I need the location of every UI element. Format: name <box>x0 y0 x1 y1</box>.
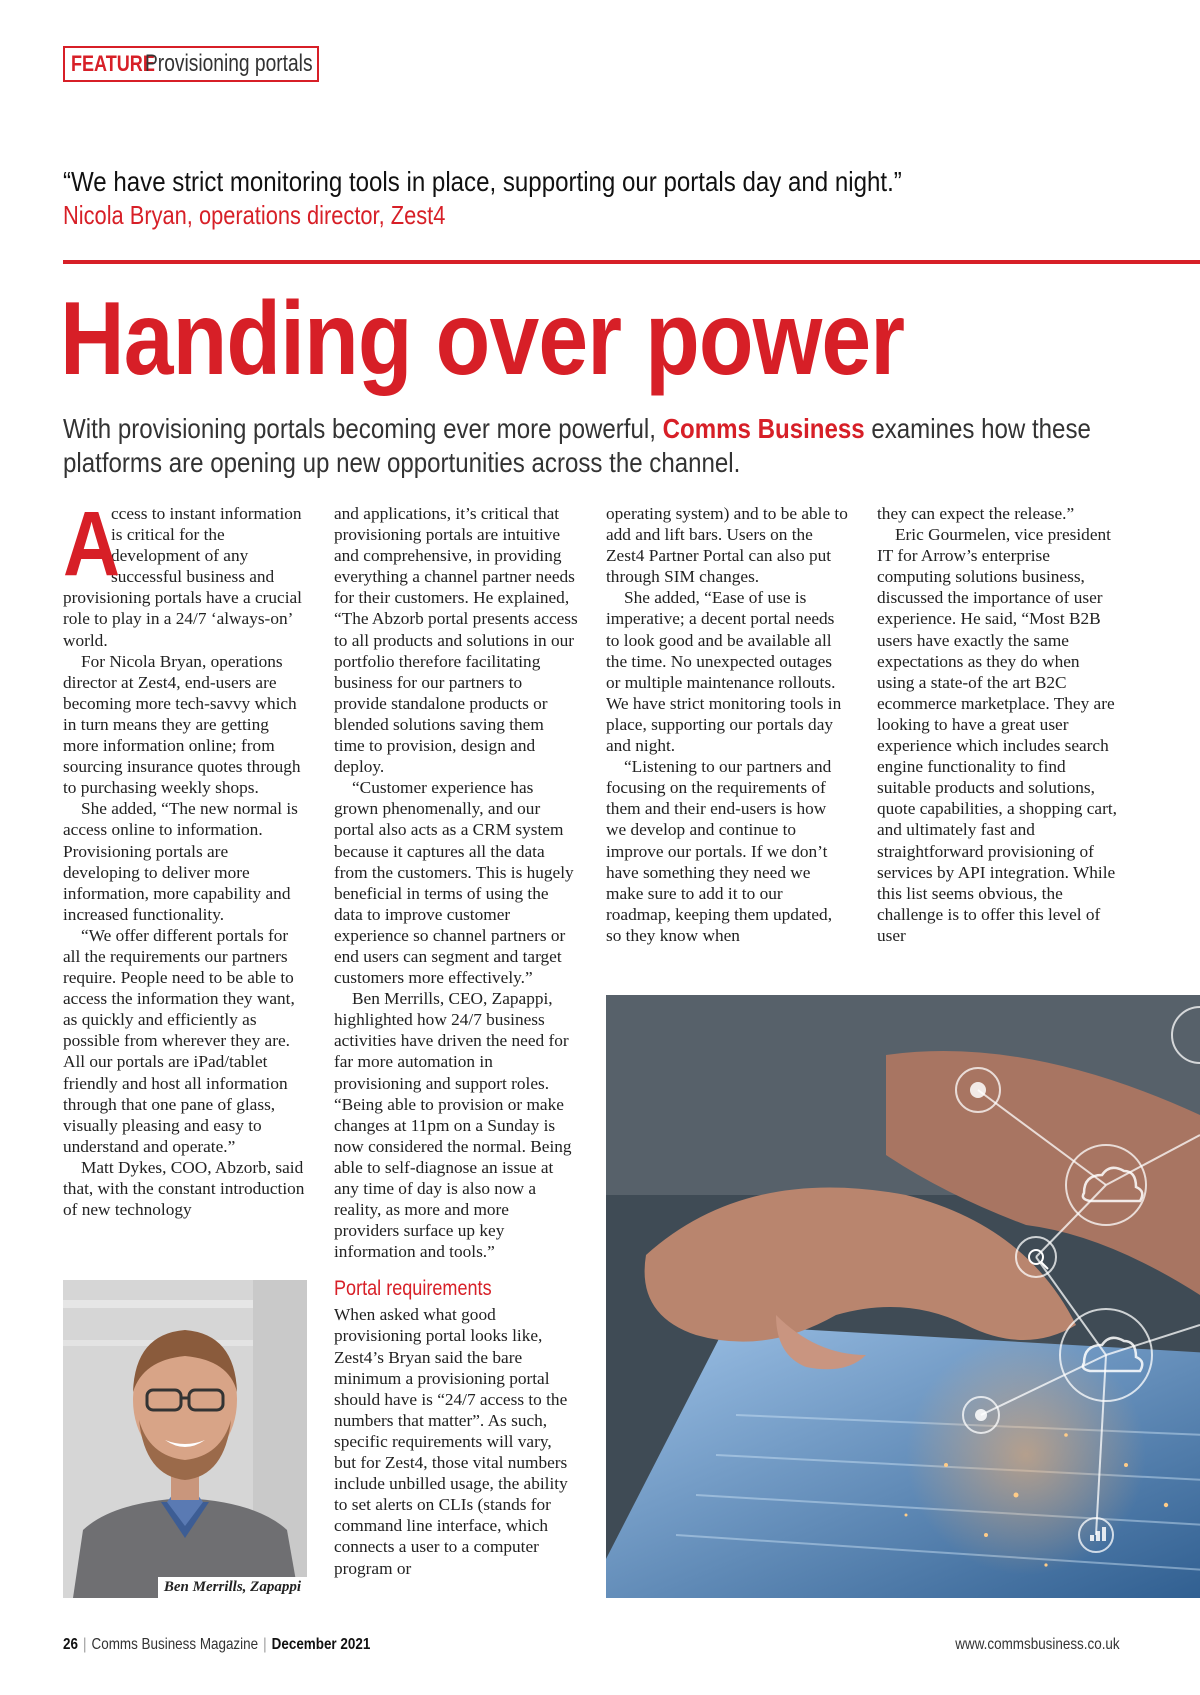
body-paragraph: “Listening to our partners and focusing on the requirements of them and their end-users is how we develop and continue to improve our portals. If we don’t have something they need we make sure to add it to our roadmap, keeping them updated, so they know when <box>606 757 833 945</box>
subheading: Portal requirements <box>334 1277 492 1301</box>
magazine-name: Comms Business Magazine <box>91 1636 259 1653</box>
portrait-illustration <box>63 1280 307 1598</box>
body-paragraph: “We offer different portals for all the requirements our partners require. People need to be able to access the information they want, as quickly and efficiently as possible from wherever they are. All our portals are iPad/tablet friendly and host all information through that one pane of glass, visually pleasing and easy to understand and operate.” <box>63 925 295 1156</box>
headline: Handing over power <box>60 281 905 397</box>
section-label <box>63 46 319 82</box>
divider-rule <box>63 260 1200 264</box>
page-number: 26 <box>63 1636 78 1653</box>
footer-separator: | <box>82 1636 87 1653</box>
body-paragraph: Matt Dykes, COO, Abzorb, said that, with the constant introduction of new technology <box>63 1157 305 1220</box>
paragraph-text: ccess to instant information is critical for the development of any successful business and provisioning portals have a crucial role to play in a 24/7 ‘always-on’ world. <box>63 504 302 650</box>
standfirst-brand: Comms Business <box>662 413 865 444</box>
feature-keyword: FEATURE <box>71 51 155 76</box>
body-column-4 <box>877 503 1121 946</box>
body-column-3 <box>606 503 850 946</box>
hero-image <box>606 995 1200 1598</box>
body-column-2 <box>334 503 578 1579</box>
portrait-photo <box>63 1280 307 1598</box>
body-paragraph: and applications, it’s critical that provisioning portals are intuitive and comprehensive, in providing everything a channel partner needs for their customers. He explained, “The Abzorb portal presents access to all products and solutions in our portfolio therefore facilitating business for our partners to provide standalone products or blended solutions saving them time to provision, design and deploy. <box>334 504 578 777</box>
body-paragraph: She added, “Ease of use is imperative; a decent portal needs to look good and be available all the time. No unexpected outages or multiple maintenance rollouts. We have strict monitoring tools in place, supporting our portals day and night. <box>606 588 842 756</box>
website-url: www.commsbusiness.co.uk <box>955 1636 1120 1653</box>
standfirst-text-after: examines how these platforms are opening up new opportunities across the channel. <box>63 413 1091 478</box>
body-paragraph: She added, “The new normal is access online to information. Provisioning portals are developing to deliver more information, more capability and increased functionality. <box>63 799 298 924</box>
body-paragraph: For Nicola Bryan, operations director at Zest4, end-users are becoming more tech-savvy which in turn means they are getting more information online; from sourcing insurance quotes through to purchasing weekly shops. <box>63 651 301 798</box>
issue-date: December 2021 <box>271 1636 371 1653</box>
body-paragraph: operating system) and to be able to add and lift bars. Users on the Zest4 Partner Portal can also put through SIM changes. <box>606 504 848 587</box>
page-footer <box>63 1636 370 1654</box>
footer-separator: | <box>263 1636 267 1653</box>
pull-quote: “We have strict monitoring tools in place, supporting our portals day and night.” <box>63 166 902 197</box>
photo-caption: Ben Merrills, Zapappi <box>158 1577 307 1598</box>
pull-quote-attribution: Nicola Bryan, operations director, Zest4 <box>63 200 446 230</box>
laptop-network-illustration <box>606 995 1200 1598</box>
body-paragraph: Eric Gourmelen, vice president IT for Arrow’s enterprise computing solutions business, discussed the importance of user experience. He said, “Most B2B users have exactly the same expectations as they do when using a state-of the art B2C ecommerce marketplace. They are looking to have a great user experience which includes search engine functionality to find suitable products and solutions, quote capabilities, a shopping cart, and ultimately fast and straightforward provisioning of services by API integration. While this list seems obvious, the challenge is to offer this level of user <box>877 525 1117 945</box>
body-paragraph <box>63 493 307 651</box>
body-paragraph: “Customer experience has grown phenomenally, and our portal also acts as a CRM system because it captures all the data from the customers. This is hugely beneficial in terms of using the data to improve customer experience so channel partners or end users can segment and target customers more effectively.” <box>334 778 574 988</box>
body-column-1 <box>63 493 307 1220</box>
body-paragraph: When asked what good provisioning portal looks like, Zest4’s Bryan said the bare minimum a provisioning portal should have is “24/7 access to the numbers that matter”. As such, specific requirements will vary, but for Zest4, those vital numbers include unbilled usage, the ability to set alerts on CLIs (stands for command line interface, which connects a user to a computer program or <box>334 1305 568 1578</box>
standfirst <box>63 412 1155 480</box>
standfirst-text-before: With provisioning portals becoming ever more powerful, <box>63 413 656 444</box>
drop-cap: A <box>63 493 121 595</box>
feature-topic: Provisioning portals <box>145 50 313 77</box>
body-paragraph: Ben Merrills, CEO, Zapappi, highlighted how 24/7 business activities have driven the need for far more automation in provisioning and support roles. “Being able to provision or make changes at 11pm on a Sunday is now considered the normal. Being able to self-diagnose an issue at any time of day is also now a reality, as more and more providers surface up key information and tools.” <box>334 989 572 1262</box>
body-paragraph: they can expect the release.” <box>877 504 1075 523</box>
